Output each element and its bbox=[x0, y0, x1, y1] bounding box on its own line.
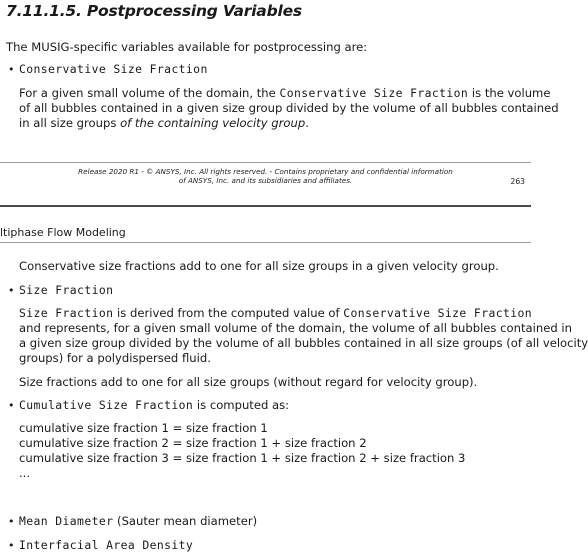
page-number: 263 bbox=[510, 177, 525, 186]
footer-rule bbox=[0, 162, 531, 163]
conservative-desc-line-3 bbox=[19, 116, 309, 131]
footer-copyright bbox=[0, 167, 531, 185]
cumulative-ellipsis: ... bbox=[19, 466, 31, 480]
header-rule bbox=[0, 242, 531, 243]
conservative-desc-line-1 bbox=[19, 86, 550, 101]
desc-text: in all size groups bbox=[19, 116, 121, 130]
term-cumulative-size-fraction: Cumulative Size Fraction bbox=[19, 398, 194, 412]
desc-text: For a given small volume of the domain, the bbox=[19, 86, 280, 100]
para-size-fraction-sum: Size fractions add to one for all size groups (without regard for velocity group). bbox=[19, 375, 478, 389]
bullet-conservative: • bbox=[8, 63, 15, 76]
bullet-mean-diameter: • bbox=[8, 515, 15, 528]
term-conservative-size-fraction: Conservative Size Fraction bbox=[19, 62, 208, 76]
desc-text: . bbox=[305, 116, 309, 130]
size-fraction-line-1 bbox=[19, 306, 532, 321]
cumulative-line-2: cumulative size fraction 2 = size fraction 1 + size fraction 2 bbox=[19, 436, 367, 450]
cumulative-line-3: cumulative size fraction 3 = size fraction 1 + size fraction 2 + size fraction 3 bbox=[19, 451, 466, 465]
size-fraction-line-4: groups) for a polydispersed fluid. bbox=[19, 351, 211, 365]
term-size-fraction: Size Fraction bbox=[19, 283, 114, 297]
cumulative-line-1: cumulative size fraction 1 = size fraction 1 bbox=[19, 421, 268, 435]
intro-paragraph: The MUSIG-specific variables available for postprocessing are: bbox=[6, 40, 368, 54]
section-heading: 7.11.1.5. Postprocessing Variables bbox=[6, 2, 302, 20]
size-fraction-line-2: and represents, for a given small volume of the domain, the volume of all bubbles contained in bbox=[19, 321, 572, 335]
desc-term: Conservative Size Fraction bbox=[343, 306, 532, 320]
term-mean-diameter: Mean Diameter bbox=[19, 514, 114, 528]
footer-line-2: of ANSYS, Inc. and its subsidiaries and affiliates. bbox=[178, 176, 353, 185]
bullet-cumulative: • bbox=[8, 399, 15, 412]
term-interfacial-area-density: Interfacial Area Density bbox=[19, 538, 194, 552]
footer-line-1: Release 2020 R1 - © ANSYS, Inc. All rights reserved. - Contains proprietary and confidential information bbox=[78, 167, 453, 176]
desc-italic: of the containing velocity group bbox=[120, 116, 306, 130]
desc-text: is computed as: bbox=[193, 398, 290, 412]
bullet-interfacial: • bbox=[8, 539, 15, 552]
page-divider bbox=[0, 205, 531, 207]
desc-term: Conservative Size Fraction bbox=[279, 86, 469, 100]
desc-text: is derived from the computed value of bbox=[113, 306, 344, 320]
para-conservative-sum: Conservative size fractions add to one for all size groups in a given velocity group. bbox=[19, 259, 499, 273]
conservative-desc-line-2: of all bubbles contained in a given size group divided by the volume of all bubbles contained bbox=[19, 101, 559, 115]
desc-text: is the volume bbox=[468, 86, 551, 100]
desc-term: Size Fraction bbox=[19, 306, 114, 320]
mean-diameter-item bbox=[19, 514, 257, 529]
running-header: ltiphase Flow Modeling bbox=[0, 226, 126, 239]
size-fraction-line-3: a given size group divided by the volume of all bubbles contained in all size groups (of all velocity bbox=[19, 336, 588, 350]
cumulative-heading bbox=[19, 398, 289, 413]
bullet-size-fraction: • bbox=[8, 284, 15, 297]
desc-text: (Sauter mean diameter) bbox=[113, 514, 258, 528]
